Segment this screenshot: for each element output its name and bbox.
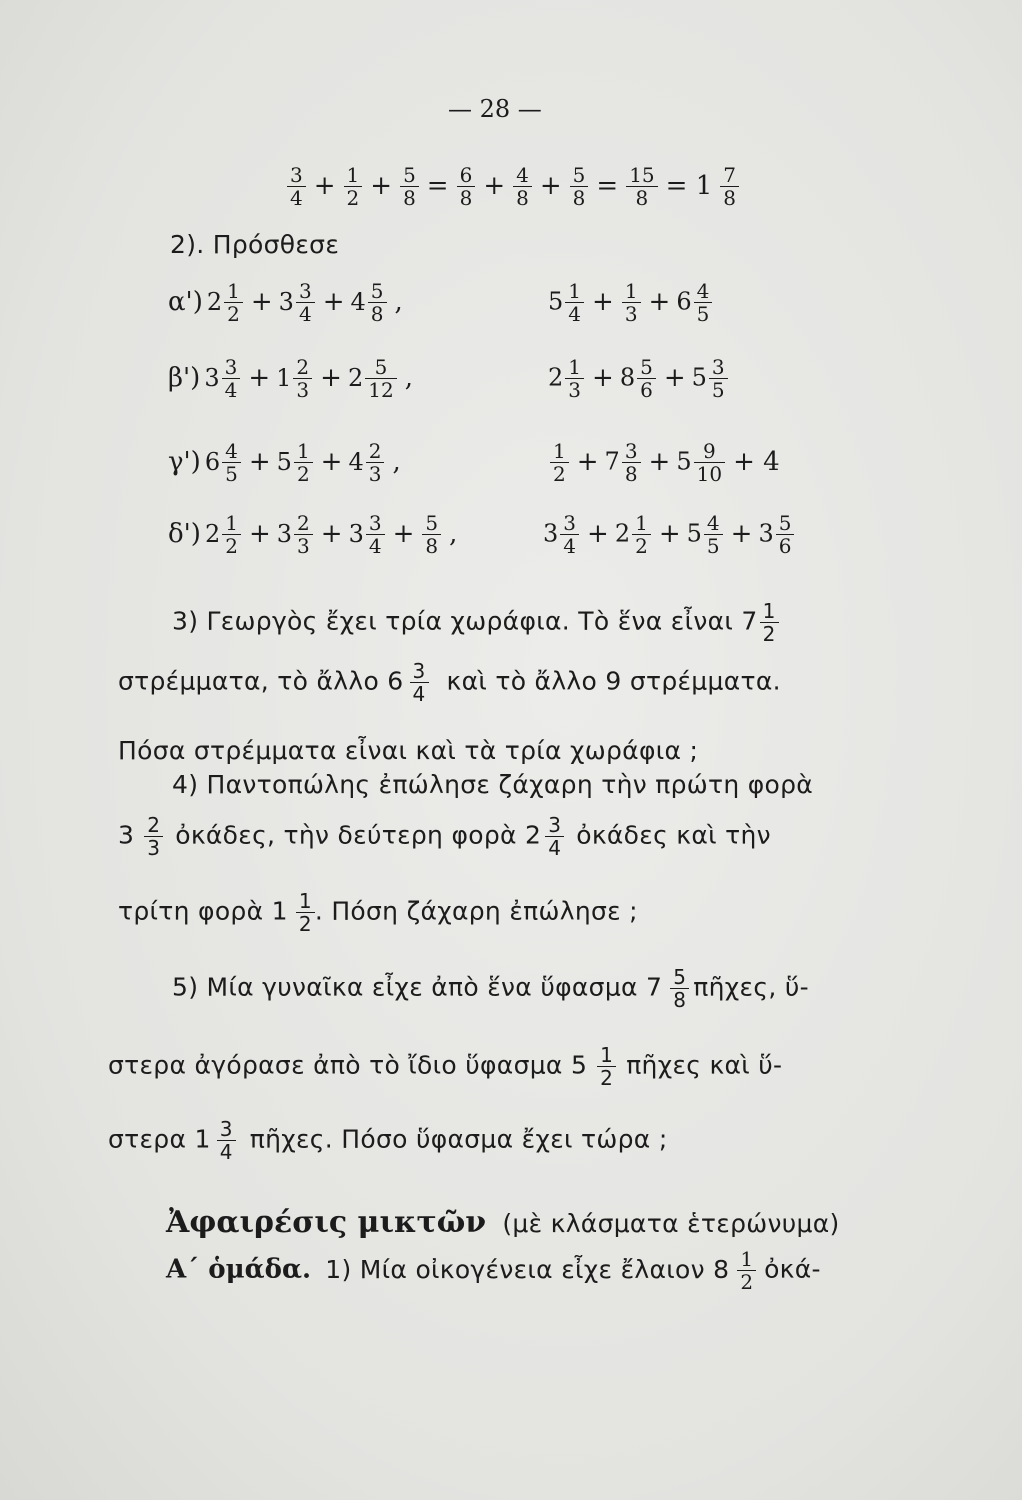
operator: ,: [394, 286, 403, 317]
fraction: [400, 164, 419, 209]
fraction: [144, 814, 163, 859]
numerator: 2: [294, 512, 313, 535]
numerator: 1: [344, 164, 363, 187]
whole-number: 6: [204, 447, 221, 476]
operator: +: [313, 170, 336, 201]
problem-5-line-2: [108, 1044, 782, 1089]
numerator: 4: [222, 440, 241, 463]
denominator: 8: [425, 534, 439, 558]
fraction: [670, 966, 689, 1011]
denominator: 2: [553, 462, 566, 486]
denominator: 4: [563, 534, 577, 558]
whole-number: 1: [276, 363, 292, 392]
numerator: 1: [597, 1044, 616, 1067]
fraction: [694, 440, 725, 485]
fraction: [632, 512, 651, 557]
left-expression: [204, 439, 407, 486]
fraction: [294, 440, 313, 485]
operator: +: [539, 170, 562, 201]
right-expression: [548, 280, 714, 325]
denominator: 8: [516, 186, 529, 210]
denominator: 8: [459, 186, 473, 210]
operator: +: [658, 518, 681, 549]
numerator: 5: [365, 356, 396, 379]
denominator: 4: [298, 302, 312, 326]
fraction: [694, 280, 713, 325]
fraction: [550, 440, 569, 485]
denominator: 2: [740, 1270, 754, 1294]
whole-number: 2: [614, 519, 631, 548]
operator: +: [392, 518, 415, 549]
numerator: 4: [704, 512, 723, 535]
right-expression: [548, 356, 730, 401]
numerator: 3: [622, 440, 641, 463]
whole-number: 6: [676, 287, 692, 316]
fraction: [565, 356, 584, 401]
right-expression: [548, 440, 786, 485]
left-expression: [204, 511, 463, 558]
denominator: 4: [219, 1140, 233, 1164]
fraction: [776, 512, 795, 557]
problem-5-text-2a: στερα ἀγόρασε ἀπὸ τὸ ἴδιο ὕφασμα 5: [108, 1050, 588, 1080]
denominator: 4: [290, 186, 303, 210]
denominator: 8: [370, 302, 384, 326]
exercise-label: γ'): [168, 446, 201, 477]
numerator: 3: [222, 356, 241, 379]
operator: =: [426, 170, 449, 201]
whole-number: 3: [758, 519, 774, 548]
left-expression: [204, 355, 419, 402]
problem-5-text-1a: 5) Μία γυναῖκα εἶχε ἀπὸ ἕνα ὕφασμα 7: [172, 972, 663, 1002]
denominator: 3: [368, 462, 382, 486]
problem-5-text-2b: πῆχες καὶ ὕ-: [626, 1050, 783, 1080]
operator: +: [483, 170, 506, 201]
whole-number: 5: [691, 363, 707, 392]
whole-number: 2: [548, 363, 564, 392]
operator: +: [248, 362, 271, 393]
problem-4-text-3b: . Πόση ζάχαρη ἐπώλησε ;: [314, 896, 638, 926]
whole-number: 5: [686, 519, 702, 548]
fraction: [704, 512, 723, 557]
whole-number: 3: [348, 519, 364, 548]
denominator: 5: [696, 302, 710, 326]
operator: +: [730, 518, 753, 549]
whole-number: 3: [278, 287, 294, 316]
fraction: [224, 280, 243, 325]
numerator: 3: [545, 814, 564, 837]
exercise-label: δ'): [168, 518, 201, 549]
denominator: 2: [635, 534, 648, 558]
numerator: 1: [565, 356, 584, 379]
operator: ,: [404, 362, 413, 393]
numerator: 3: [296, 280, 315, 303]
numerator: 2: [293, 356, 312, 379]
numerator: 4: [694, 280, 713, 303]
numerator: 1: [296, 890, 315, 913]
denominator: 10: [696, 462, 723, 486]
denominator: 2: [225, 534, 238, 558]
numerator: 5: [368, 280, 387, 303]
operator: + 4: [733, 446, 780, 477]
problem-4-line-3: [118, 890, 638, 935]
whole-number: 5: [676, 447, 692, 476]
operator: +: [587, 518, 609, 549]
denominator: 4: [368, 534, 382, 558]
denominator: 5: [225, 462, 238, 486]
fraction: [293, 356, 312, 401]
denominator: 8: [673, 988, 687, 1012]
fraction: [457, 164, 476, 209]
whole-number: 3: [204, 363, 220, 392]
operator: +: [592, 362, 614, 393]
numerator: 1: [622, 280, 641, 303]
page-number: — 28 —: [448, 95, 542, 123]
operator: +: [370, 170, 393, 201]
denominator: 2: [227, 302, 240, 326]
problem-5-line-3: [108, 1118, 668, 1163]
example-sum: [285, 164, 741, 209]
operator: +: [322, 286, 345, 317]
denominator: 2: [762, 622, 776, 646]
denominator: 6: [640, 378, 653, 402]
fraction: [222, 356, 241, 401]
operator: +: [320, 518, 343, 549]
numerator: 9: [694, 440, 725, 463]
numerator: 1: [224, 280, 243, 303]
numerator: 15: [626, 164, 657, 187]
problem-4-text-2a: 3: [118, 820, 135, 850]
right-expression: [543, 512, 796, 557]
denominator: 5: [706, 534, 720, 558]
numerator: 3: [410, 660, 429, 683]
operator: +: [320, 446, 343, 477]
denominator: 2: [296, 462, 310, 486]
denominator: 3: [568, 378, 582, 402]
whole-number: 3: [276, 519, 293, 548]
numerator: 7: [720, 164, 739, 187]
fraction: [570, 164, 589, 209]
numerator: 5: [400, 164, 419, 187]
fraction: [626, 164, 657, 209]
denominator: 12: [368, 378, 394, 402]
denominator: 8: [572, 186, 586, 210]
problem-3-text-2a: στρέμματα, τὸ ἄλλο 6: [118, 666, 404, 696]
denominator: 4: [412, 682, 426, 706]
fraction: [737, 1248, 756, 1293]
operator: +: [248, 446, 271, 477]
numerator: 5: [422, 512, 441, 535]
exercise-label: α'): [168, 286, 203, 317]
problem-3-text-2b: καὶ τὸ ἄλλο 9 στρέμματα.: [446, 666, 781, 696]
section-heading: Ἀφαιρέσις μικτῶν: [166, 1205, 487, 1240]
fraction: [368, 280, 387, 325]
problem-5-text-1b: πῆχες, ὕ-: [693, 972, 809, 1002]
fraction: [410, 660, 429, 705]
denominator: 3: [297, 534, 310, 558]
whole-number: 3: [543, 519, 559, 548]
denominator: 2: [600, 1066, 614, 1090]
problem-3-line-3: Πόσα στρέμματα εἶναι καὶ τὰ τρία χωράφια ;: [118, 736, 699, 765]
problem-3-text-1: 3) Γεωργὸς ἔχει τρία χωράφια. Τὸ ἕνα εἶναι 7: [172, 606, 758, 636]
operator: +: [248, 518, 271, 549]
denominator: 3: [296, 378, 310, 402]
whole-number: 5: [276, 447, 292, 476]
numerator: 1: [737, 1248, 756, 1271]
denominator: 6: [778, 534, 792, 558]
denominator: 8: [723, 186, 736, 210]
fraction: [344, 164, 363, 209]
numerator: 5: [570, 164, 589, 187]
problem-4-line-2: [118, 814, 771, 859]
operator: +: [648, 446, 671, 477]
numerator: 5: [670, 966, 689, 989]
operator: ,: [449, 518, 458, 549]
numerator: 1: [565, 280, 584, 303]
fraction: [622, 280, 641, 325]
operator: +: [576, 446, 599, 477]
fraction: [366, 440, 385, 485]
numerator: 1: [632, 512, 651, 535]
exercise-row-d: [168, 512, 868, 568]
fraction: [222, 440, 241, 485]
fraction: [217, 1118, 236, 1163]
operator: +: [320, 362, 342, 393]
whole-number: 5: [548, 287, 564, 316]
operator: +: [250, 286, 273, 317]
problem-5-text-3a: στερα 1: [108, 1124, 211, 1154]
fraction: [709, 356, 728, 401]
denominator: 5: [711, 378, 725, 402]
fraction: [422, 512, 441, 557]
fraction: [760, 600, 779, 645]
denominator: 4: [568, 302, 582, 326]
numerator: 2: [144, 814, 163, 837]
exercise-row-c: [168, 440, 838, 496]
group-a-line: [166, 1248, 821, 1293]
fraction: [513, 164, 532, 209]
problem-3-line-2: [118, 660, 781, 705]
problem-3-line-1: [172, 600, 781, 645]
denominator: 3: [147, 836, 161, 860]
numerator: 1: [294, 440, 313, 463]
problem-4-text-2b: ὀκάδες, τὴν δεύτερη φορὰ 2: [175, 820, 542, 850]
numerator: 5: [637, 356, 656, 379]
numerator: 6: [457, 164, 476, 187]
exercise-label: β'): [168, 362, 201, 393]
operator: = 1: [665, 170, 713, 201]
denominator: 8: [624, 462, 638, 486]
fraction: [296, 280, 315, 325]
numerator: 3: [287, 164, 306, 187]
numerator: 3: [366, 512, 385, 535]
problem-5-text-3b: πῆχες. Πόσο ὕφασμα ἔχει τώρα ;: [249, 1124, 668, 1154]
numerator: 2: [366, 440, 385, 463]
whole-number: 2: [347, 363, 364, 392]
section-subheading: (μὲ κλάσματα ἑτερώνυμα): [502, 1209, 840, 1238]
fraction: [366, 512, 385, 557]
problem-4-text-3a: τρίτη φορὰ 1: [118, 896, 288, 926]
whole-number: 2: [204, 519, 221, 548]
fraction: [637, 356, 656, 401]
operator: =: [596, 170, 619, 201]
fraction: [720, 164, 739, 209]
fraction: [565, 280, 584, 325]
problem-4-line-1: 4) Παντοπώλης ἐπώλησε ζάχαρη τὴν πρώτη φορὰ: [172, 770, 814, 799]
section-heading-line: [166, 1205, 840, 1240]
operator: ,: [392, 446, 401, 477]
whole-number: 2: [206, 287, 223, 316]
whole-number: 7: [604, 447, 620, 476]
fraction: [597, 1044, 616, 1089]
numerator: 3: [217, 1118, 236, 1141]
denominator: 4: [548, 836, 562, 860]
numerator: 3: [560, 512, 579, 535]
fraction: [222, 512, 241, 557]
exercise-row-b: [168, 356, 818, 412]
numerator: 3: [709, 356, 728, 379]
denominator: 4: [224, 378, 238, 402]
problem-5-line-1: [172, 966, 809, 1011]
fraction: [294, 512, 313, 557]
group-label: Α΄ ὁμάδα.: [166, 1254, 312, 1285]
fraction: [296, 890, 315, 935]
numerator: 1: [550, 440, 569, 463]
fraction: [545, 814, 564, 859]
fraction: [560, 512, 579, 557]
whole-number: 8: [619, 363, 636, 392]
group-a-text-2: ὀκά-: [764, 1254, 821, 1284]
whole-number: 4: [348, 447, 364, 476]
whole-number: 4: [350, 287, 366, 316]
operator: +: [592, 286, 614, 317]
fraction: [287, 164, 306, 209]
numerator: 1: [222, 512, 241, 535]
denominator: 3: [624, 302, 638, 326]
group-a-text-1: 1) Μία οἰκογένεια εἶχε ἔλαιον 8: [325, 1254, 730, 1284]
exercise-2-title: 2). Πρόσθεσε: [170, 230, 340, 259]
numerator: 5: [776, 512, 795, 535]
denominator: 8: [635, 186, 649, 210]
numerator: 4: [513, 164, 532, 187]
denominator: 8: [403, 186, 416, 210]
numerator: 1: [760, 600, 779, 623]
denominator: 2: [346, 186, 360, 210]
problem-4-text-2c: ὀκάδες καὶ τὴν: [576, 820, 771, 850]
fraction: [622, 440, 641, 485]
denominator: 2: [298, 912, 312, 936]
fraction: [365, 356, 396, 401]
exercise-row-a: [168, 280, 818, 336]
left-expression: [206, 279, 409, 326]
operator: +: [648, 286, 671, 317]
operator: +: [663, 362, 686, 393]
